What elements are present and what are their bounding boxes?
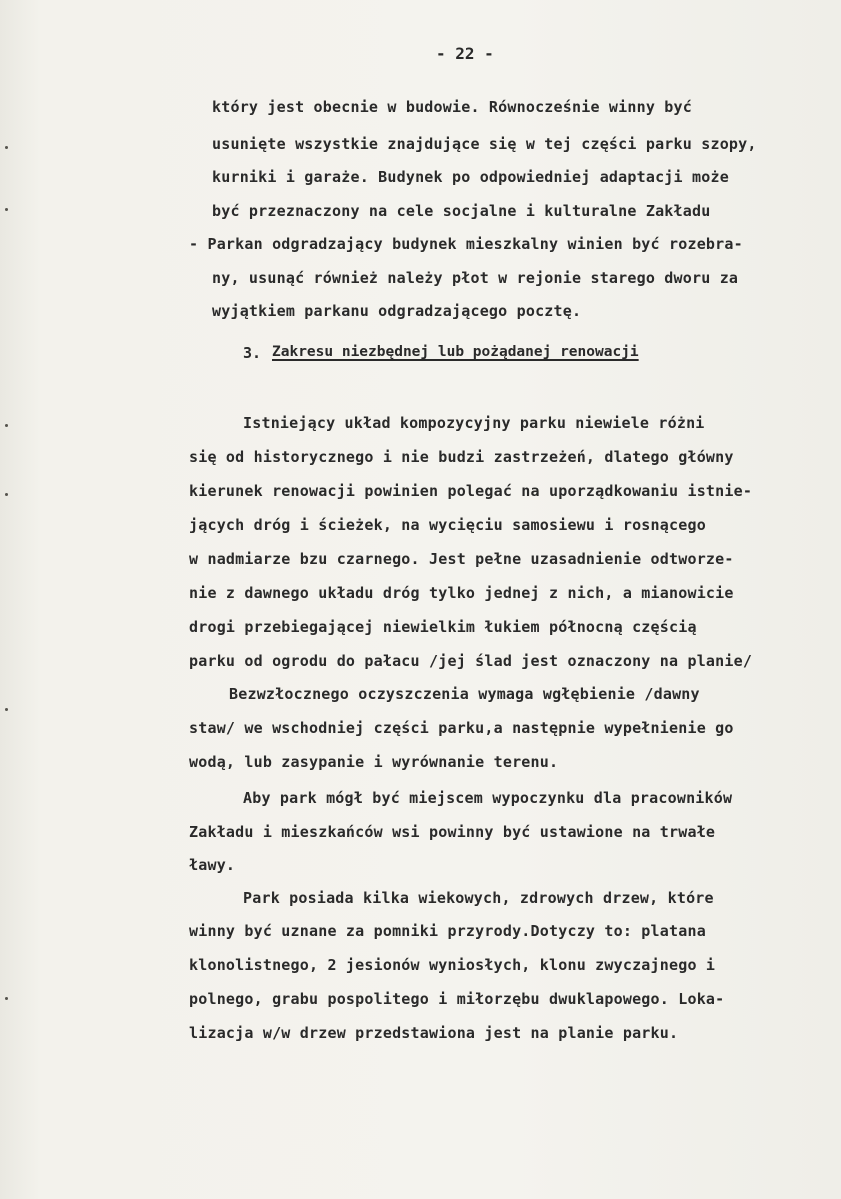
punch-hole-mark <box>5 424 8 427</box>
text-line: lizacja w/w drzew przedstawiona jest na planie parku. <box>189 1024 679 1042</box>
text-line: klonolistnego, 2 jesionów wyniosłych, klonu zwyczajnego i <box>189 956 716 974</box>
text-line: drogi przebiegającej niewielkim łukiem północną częścią <box>189 618 697 636</box>
text-line: parku od ogrodu do pałacu /jej ślad jest oznaczony na planie/ <box>189 652 753 670</box>
section-heading: Zakresu niezbędnej lub pożądanej renowacji <box>272 344 639 360</box>
text-line: ławy. <box>189 856 236 874</box>
text-line: jących dróg i ścieżek, na wycięciu samosiewu i rosnącego <box>189 516 706 534</box>
text-line: wodą, lub zasypanie i wyrównanie terenu. <box>189 753 559 771</box>
text-line: nie z dawnego układu dróg tylko jednej z nich, a mianowicie <box>189 584 734 602</box>
text-line: Bezwzłocznego oczyszczenia wymaga wgłębienie /dawny <box>229 685 700 703</box>
punch-hole-mark <box>5 997 8 1000</box>
punch-hole-mark <box>5 208 8 211</box>
text-line: Zakładu i mieszkańców wsi powinny być ustawione na trwałe <box>189 823 716 841</box>
punch-hole-mark <box>5 708 8 711</box>
text-line: który jest obecnie w budowie. Równocześnie winny być <box>212 98 692 116</box>
text-line: wyjątkiem parkanu odgradzającego pocztę. <box>212 302 582 320</box>
punch-hole-mark <box>5 493 8 496</box>
text-line: staw/ we wschodniej części parku,a następnie wypełnienie go <box>189 719 734 737</box>
text-line: w nadmiarze bzu czarnego. Jest pełne uzasadnienie odtworze- <box>189 550 734 568</box>
text-line: Aby park mógł być miejscem wypoczynku dla pracowników <box>243 789 733 807</box>
text-line: kierunek renowacji powinien polegać na uporządkowaniu istnie- <box>189 482 753 500</box>
text-line: kurniki i garaże. Budynek po odpowiedniej adaptacji może <box>212 168 729 186</box>
text-line: Park posiada kilka wiekowych, zdrowych drzew, które <box>243 889 714 907</box>
text-line: usunięte wszystkie znajdujące się w tej części parku szopy, <box>212 135 757 153</box>
text-line: - Parkan odgradzający budynek mieszkalny winien być rozebra- <box>189 235 743 253</box>
text-line: winny być uznane za pomniki przyrody.Dotyczy to: platana <box>189 922 706 940</box>
text-line: być przeznaczony na cele socjalne i kulturalne Zakładu <box>212 202 711 220</box>
page-number: - 22 - <box>436 44 494 63</box>
section-number: 3. <box>243 344 262 362</box>
text-line: ny, usunąć również należy płot w rejonie starego dworu za <box>212 269 739 287</box>
text-line: się od historycznego i nie budzi zastrzeżeń, dlatego główny <box>189 448 734 466</box>
text-line: polnego, grabu pospolitego i miłorzębu dwuklapowego. Loka- <box>189 990 725 1008</box>
punch-hole-mark <box>5 146 8 149</box>
text-line: Istniejący układ kompozycyjny parku niewiele różni <box>243 414 705 432</box>
